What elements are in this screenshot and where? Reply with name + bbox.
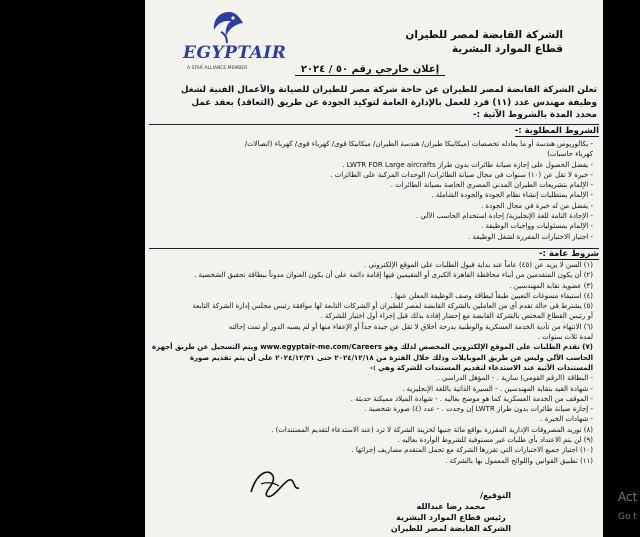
signature-label: التوقيع/ — [480, 491, 511, 500]
company-name: الشركة القابضة لمصر للطيران — [405, 29, 563, 41]
sector-name: قطاع الموارد البشرية — [451, 43, 563, 55]
list-item: (١) السن لا يزيد عن (٤٥) عاماً عند بداية قبول الطلبات على الموقع الإلكتروني . — [364, 261, 593, 269]
list-item: (٢) أن يكون المتقدمين من أبناء محافظة القاهرة الكبرى أو المقيمين فيها إقامة دائمة على أن يكون العنوان مدوناً ببطاقة تحقيق الشخصية . — [194, 271, 593, 280]
signature-block — [391, 490, 511, 534]
list-item: لمدة ثلاث سنوات . — [537, 333, 593, 342]
intro-line: تعلن الشركة القابضة لمصر للطيران عن حاجة شركة مصر للطيران للصيانة والأعمال الفنية لشغل — [180, 85, 597, 95]
watermark-line: Act — [618, 490, 638, 504]
signatory-org: الشركة القابضة لمصر للطيران — [390, 524, 511, 533]
ad-number: إعلان خارجي رقم ٥٠ / ٢٠٢٤ — [295, 64, 445, 76]
list-item: (١١) تطبيق القوانين واللوائح المعمول بها بالشركة . — [445, 456, 593, 465]
list-item: - الإجادة التامة للغة الإنجليزية/ إجادة استخدام الحاسب الآلي . — [415, 212, 593, 221]
list-item: - الإلمام بمسئوليات وواجبات الوظيفة . — [481, 222, 593, 231]
signatory-name: محمد رضا عبدالله — [416, 502, 486, 511]
required-conditions-title: الشروط المطلوبة :- — [514, 126, 599, 136]
activation-watermark — [618, 487, 637, 527]
letterhead — [405, 28, 563, 56]
list-item: (٤) استيفاء مسوغات التعيين طبقاً لبطاقة وصف الوظيفة المعلن عنها . — [390, 291, 593, 300]
list-item: - الإلمام بتشريعات الطيران المدني المصري الخاصة بصيانة الطائرات . — [390, 181, 593, 190]
list-item: - البطاقة (الرقم القومي) سارية . - المؤهل الدراسي . — [437, 374, 593, 383]
intro-line: محدد المدة بالشروط الآتية :- — [472, 110, 597, 120]
list-item: (١٠) اجتياز جميع الاختبارات التي تقررها الشركة مع تحمل المتقدم مصاريف إجرائها . — [351, 446, 593, 455]
list-item: - الإلمام بمتطلبات إنشاء نظام الجودة والجودة الشاملة . — [431, 191, 593, 200]
handwritten-signature — [243, 462, 305, 502]
list-item: (٩) لن يتم الاعتداد بأي طلبات غير مستوفية للشروط الواردة بعاليه . — [397, 436, 593, 445]
list-item: - الموقف من الخدمة العسكرية كما هو موضح بعاليه . - شهادة الميلاد مميكنة حديثة . — [350, 394, 593, 403]
general-conditions-list — [151, 260, 593, 466]
divider — [149, 124, 599, 125]
intro-line: وظيفة مهندس عدد (١١) فرد للعمل بالإدارة العامة لتوكيد الجودة عن طريق (التعاقد) بعقد عمل — [191, 97, 597, 108]
list-item: أو رئيس القطاع المختص بالشركة القابضة مع إحضار إفادة بذلك قبل إجراء أول اختبار للشركة . — [320, 312, 593, 321]
list-item: (٣) عضوية نقابة المهندسين . — [509, 281, 593, 290]
list-item: - خبرة لا تقل عن (١٠) سنوات في مجال صيانة الطائرات/ الوحدات المركبة على الطائرات . — [330, 170, 593, 179]
signatory-title: رئيس قطاع الموارد البشرية — [396, 513, 506, 522]
general-conditions-title: شروط عامة :- — [538, 249, 599, 259]
list-item: - شهادة القيد بنقابة المهندسين . - السيرة الذاتية باللغة الإنجليزية . — [402, 384, 593, 393]
list-item: (٦) الانتهاء من تأدية الخدمة العسكرية والوطنية بدرجة أخلاق لا تقل عن جيدة جداً أو الإعفاء منها أو لم يصبه الدور أو تمت إحالته — [228, 322, 593, 331]
list-item: - شهادات الخبرة . — [540, 415, 593, 424]
logo-wordmark: EGYPTAIR — [183, 43, 287, 63]
watermark-line: Go t — [618, 512, 637, 522]
list-item: (٨) توريد المصروفات الإدارية المقررة بواقع مائة جنيها لخزينة الشركة لا ترد (عند الاستدعاء لتقديم المستندات) . — [271, 425, 593, 434]
list-item: - اجتياز الاختبارات المقررة لشغل الوظيفة . — [468, 232, 593, 241]
logo-tagline: A STAR ALLIANCE MEMBER — [187, 66, 248, 71]
list-item: - يفضل الحصول على إجازة صيانة طائرات بدون طراز LWTR FOR Large aircrafts . — [342, 160, 593, 169]
required-conditions-list — [151, 139, 593, 242]
list-item: كهرباء حاسبات) — [547, 150, 593, 159]
horus-logo-icon — [209, 10, 249, 44]
document-page — [145, 0, 603, 537]
list-item: - بكالوريوس هندسة أو ما يعادله تخصصات (ميكانيكا طيران/ هندسة الطيران/ ميكانيكا قوى/ كهرباء قوى/ كهرباء (اتصالات/ — [244, 140, 593, 148]
list-item: (٧) تقدم الطلبات على الموقع الإلكتروني المخصص لذلك وهو www.egyptair-me.com/Careers ويتم التسجيل عن طريق أجهزة — [151, 343, 593, 352]
list-item: - إجازة صيانة طائرات بدون طراز LWTR إن وجدت . - عدد (٤) صورة شخصية . — [364, 405, 593, 414]
list-item: الحاسب الآلي وليس عن طريق الموبايلات وذلك خلال الفترة من ٢٠٢٤/١٢/١٨ حتى ٢٠٢٤/١٢/٣١ على أن يتم تقديم صورة — [189, 353, 593, 362]
list-item: (٥) يشترط في حالة تقدم أي من العاملين بالشركة القابضة لمصر للطيران أو الشركات التابعة لها موافقة رئيس مجلس إدارة الشركة التابعة — [192, 302, 593, 311]
list-item: المستندات الآتية عند الاستدعاء لتقديم المستندات للشركة وهي :- — [370, 363, 593, 372]
intro-paragraph — [151, 84, 597, 122]
divider — [149, 248, 599, 249]
list-item: - يفضل من له خبرة في مجال الجودة . — [480, 201, 593, 210]
egyptair-logo — [183, 10, 287, 80]
